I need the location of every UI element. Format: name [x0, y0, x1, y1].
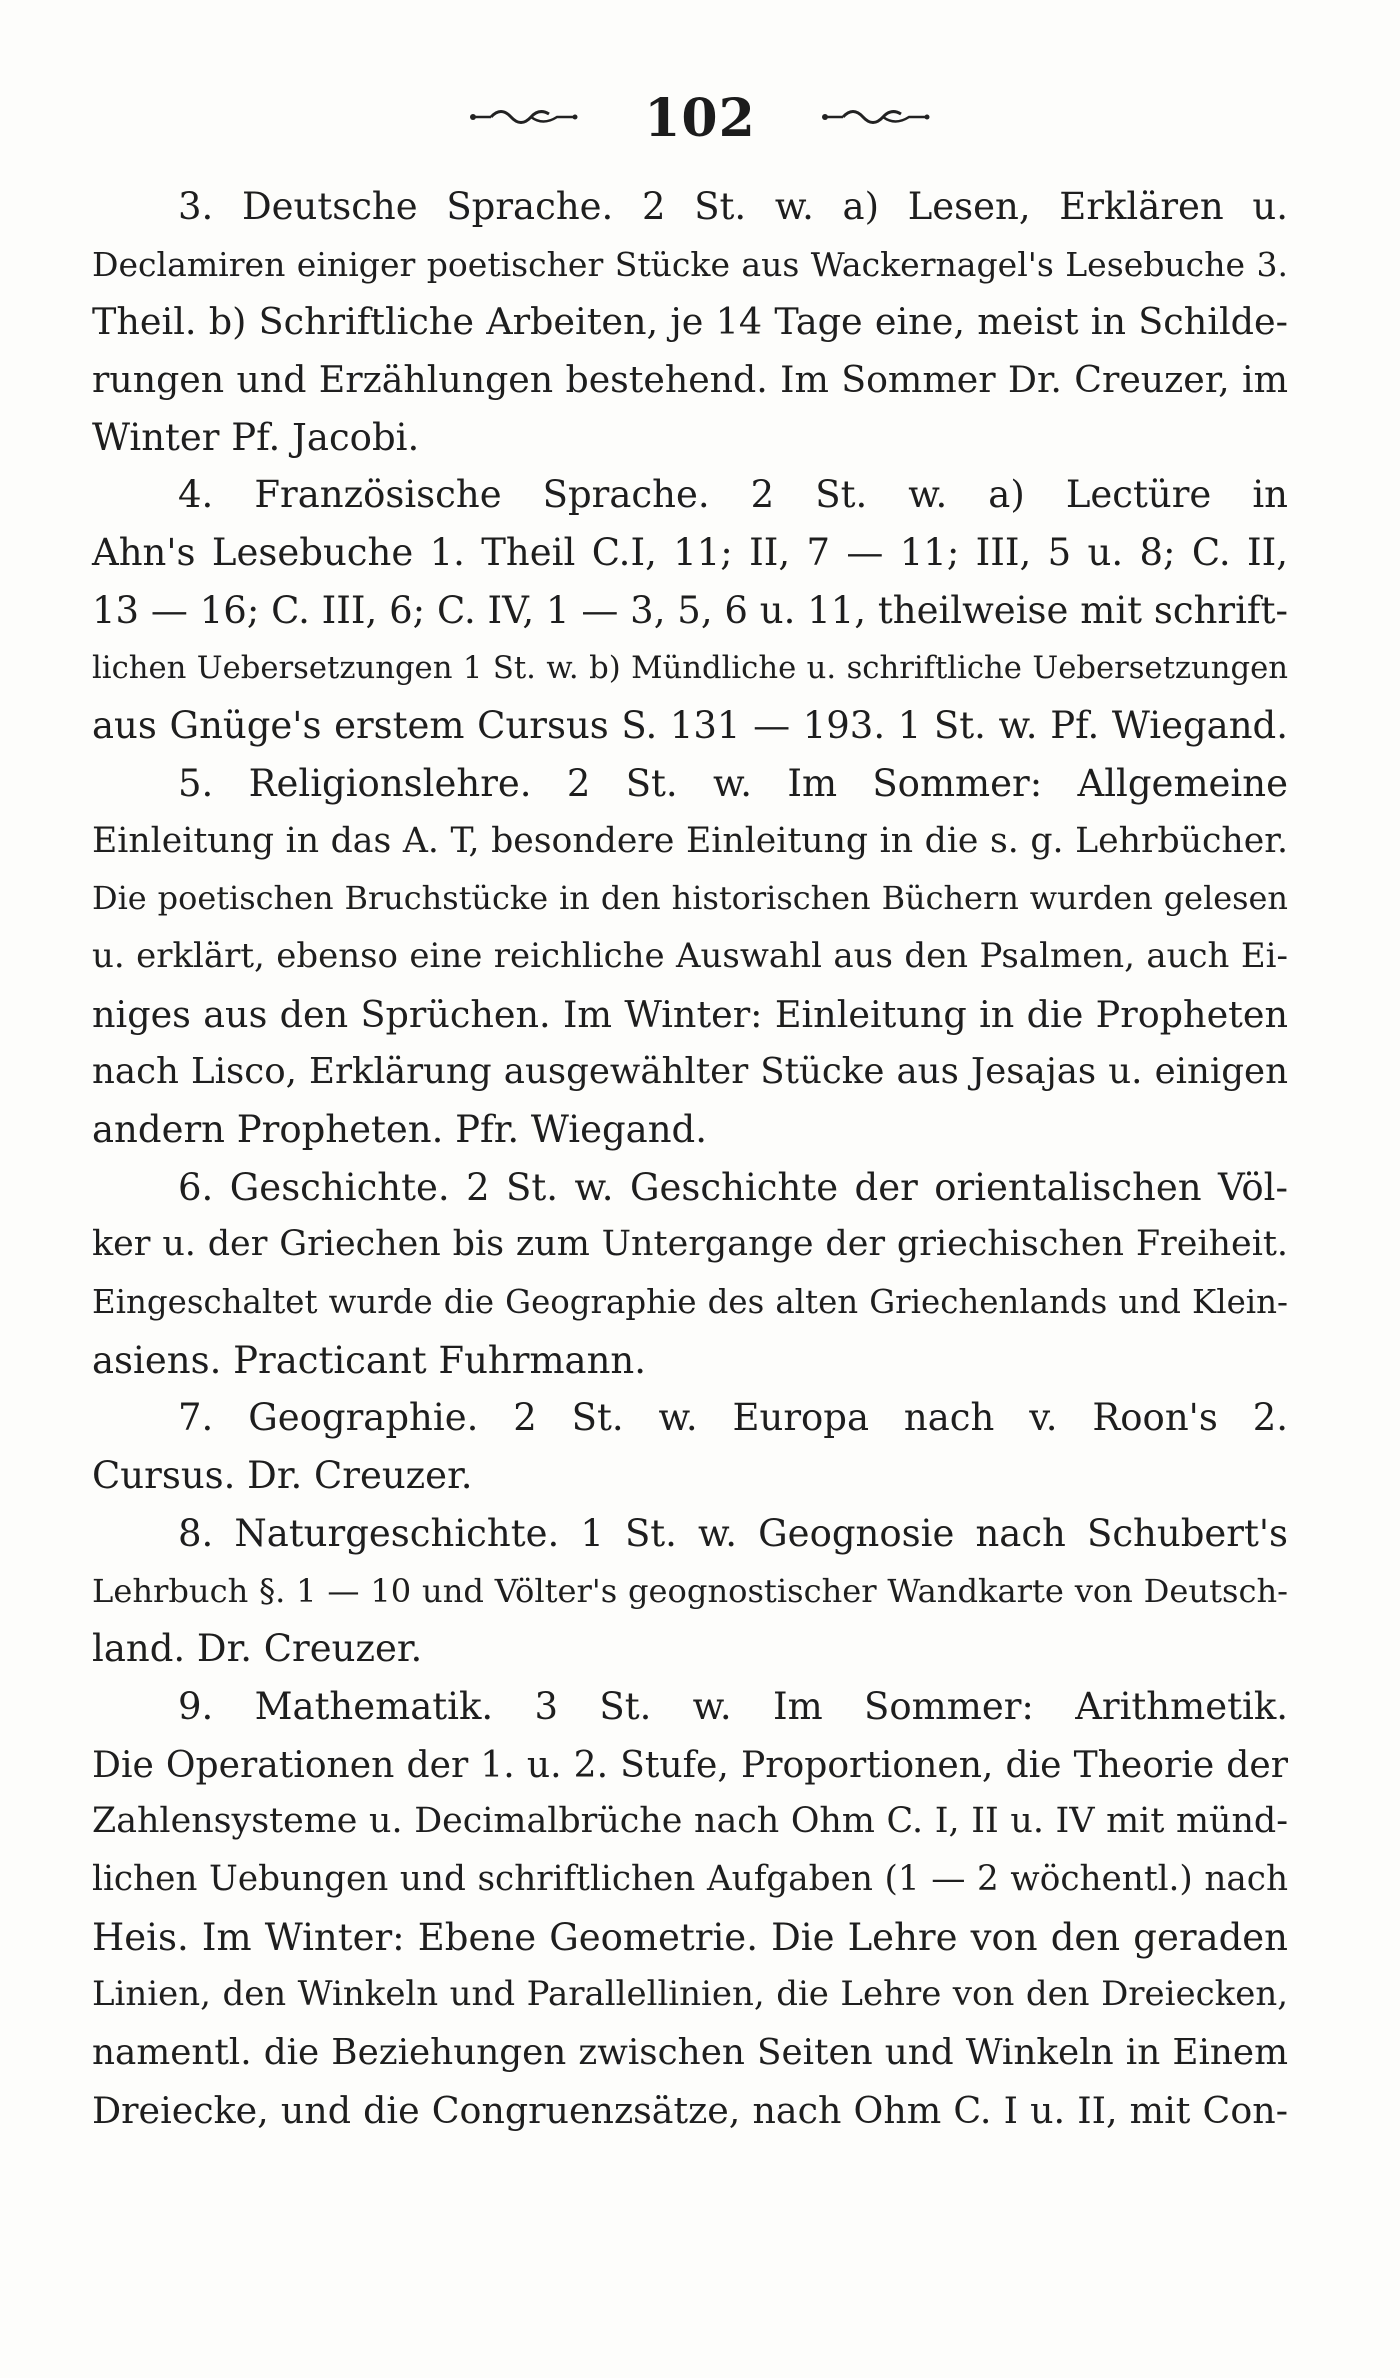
text-line: Zahlensysteme u. Decimalbrüche nach Ohm C. I, II u. IV mit münd- [92, 1801, 1288, 1842]
text-line: Declamiren einiger poetischer Stücke aus Wackernagel's Lesebuche 3. [92, 244, 1288, 284]
text-line: rungen und Erzählungen bestehend. Im Sommer Dr. Creuzer, im [92, 358, 1288, 402]
text-line: 5. Religionslehre. 2 St. w. Im Sommer: Allgemeine [178, 761, 1288, 805]
page-header [0, 88, 1400, 158]
text-line: 7. Geographie. 2 St. w. Europa nach v. Roon's 2. [178, 1396, 1288, 1440]
right-ornament-icon [821, 104, 931, 134]
text-line: Linien, den Winkeln und Parallellinien, die Lehre von den Dreiecken, [92, 1974, 1288, 2015]
text-line: 6. Geschichte. 2 St. w. Geschichte der orientalischen Völ- [178, 1165, 1288, 1209]
text-line: nach Lisco, Erklärung ausgewählter Stücke aus Jesajas u. einigen [92, 1051, 1288, 1093]
text-line: Heis. Im Winter: Ebene Geometrie. Die Lehre von den geraden [92, 1915, 1288, 1959]
text-line: 8. Naturgeschichte. 1 St. w. Geognosie nach Schubert's [178, 1511, 1288, 1555]
text-line: Lehrbuch §. 1 — 10 und Völter's geognostischer Wandkarte von Deutsch- [92, 1571, 1288, 1610]
text-line: ker u. der Griechen bis zum Untergange der griechischen Freiheit. [92, 1224, 1288, 1265]
text-line: lichen Uebungen und schriftlichen Aufgaben (1 — 2 wöchentl.) nach [92, 1858, 1288, 1899]
text-line: Einleitung in das A. T, besondere Einleitung in die s. g. Lehrbücher. [92, 820, 1288, 861]
text-line: andern Propheten. Pfr. Wiegand. [92, 1108, 707, 1151]
text-line: Die Operationen der 1. u. 2. Stufe, Proportionen, die Theorie der [92, 1742, 1288, 1786]
text-line: 3. Deutsche Sprache. 2 St. w. a) Lesen, Erklären u. [178, 185, 1288, 228]
text-line: Die poetischen Bruchstücke in den historischen Büchern wurden gelesen [92, 879, 1288, 918]
text-line: 9. Mathematik. 3 St. w. Im Sommer: Arithmetik. [178, 1684, 1288, 1728]
left-ornament-icon [469, 104, 579, 134]
text-line: aus Gnüge's erstem Cursus S. 131 — 193. 1 St. w. Pf. Wiegand. [92, 704, 1288, 748]
text-line: niges aus den Sprüchen. Im Winter: Einleitung in die Propheten [92, 992, 1288, 1036]
text-line: Eingeschaltet wurde die Geographie des alten Griechenlands und Klein- [92, 1283, 1288, 1322]
page-number: 102 [644, 88, 756, 149]
text-line: namentl. die Beziehungen zwischen Seiten und Winkeln in Einem [92, 2032, 1288, 2073]
text-line: lichen Uebersetzungen 1 St. w. b) Mündliche u. schriftliche Uebersetzungen [92, 650, 1288, 686]
text-line: u. erklärt, ebenso eine reichliche Auswahl aus den Psalmen, auch Ei- [92, 935, 1288, 976]
text-line: 4. Französische Sprache. 2 St. w. a) Lectüre in [178, 473, 1288, 517]
text-line: Cursus. Dr. Creuzer. [92, 1454, 473, 1498]
text-line: Theil. b) Schriftliche Arbeiten, je 14 Tage eine, meist in Schilde- [92, 300, 1288, 344]
text-line: Dreiecke, und die Congruenzsätze, nach Ohm C. I u. II, mit Con- [92, 2088, 1288, 2132]
text-line: Ahn's Lesebuche 1. Theil C.I, 11; II, 7 — 11; III, 5 u. 8; C. II, [92, 531, 1288, 575]
text-line: land. Dr. Creuzer. [92, 1627, 423, 1671]
text-line: Winter Pf. Jacobi. [92, 415, 420, 459]
text-line: 13 — 16; C. III, 6; C. IV, 1 — 3, 5, 6 u. 11, theilweise mit schrift- [92, 588, 1288, 632]
text-line: asiens. Practicant Fuhrmann. [92, 1338, 647, 1382]
body-text [92, 178, 1288, 2139]
